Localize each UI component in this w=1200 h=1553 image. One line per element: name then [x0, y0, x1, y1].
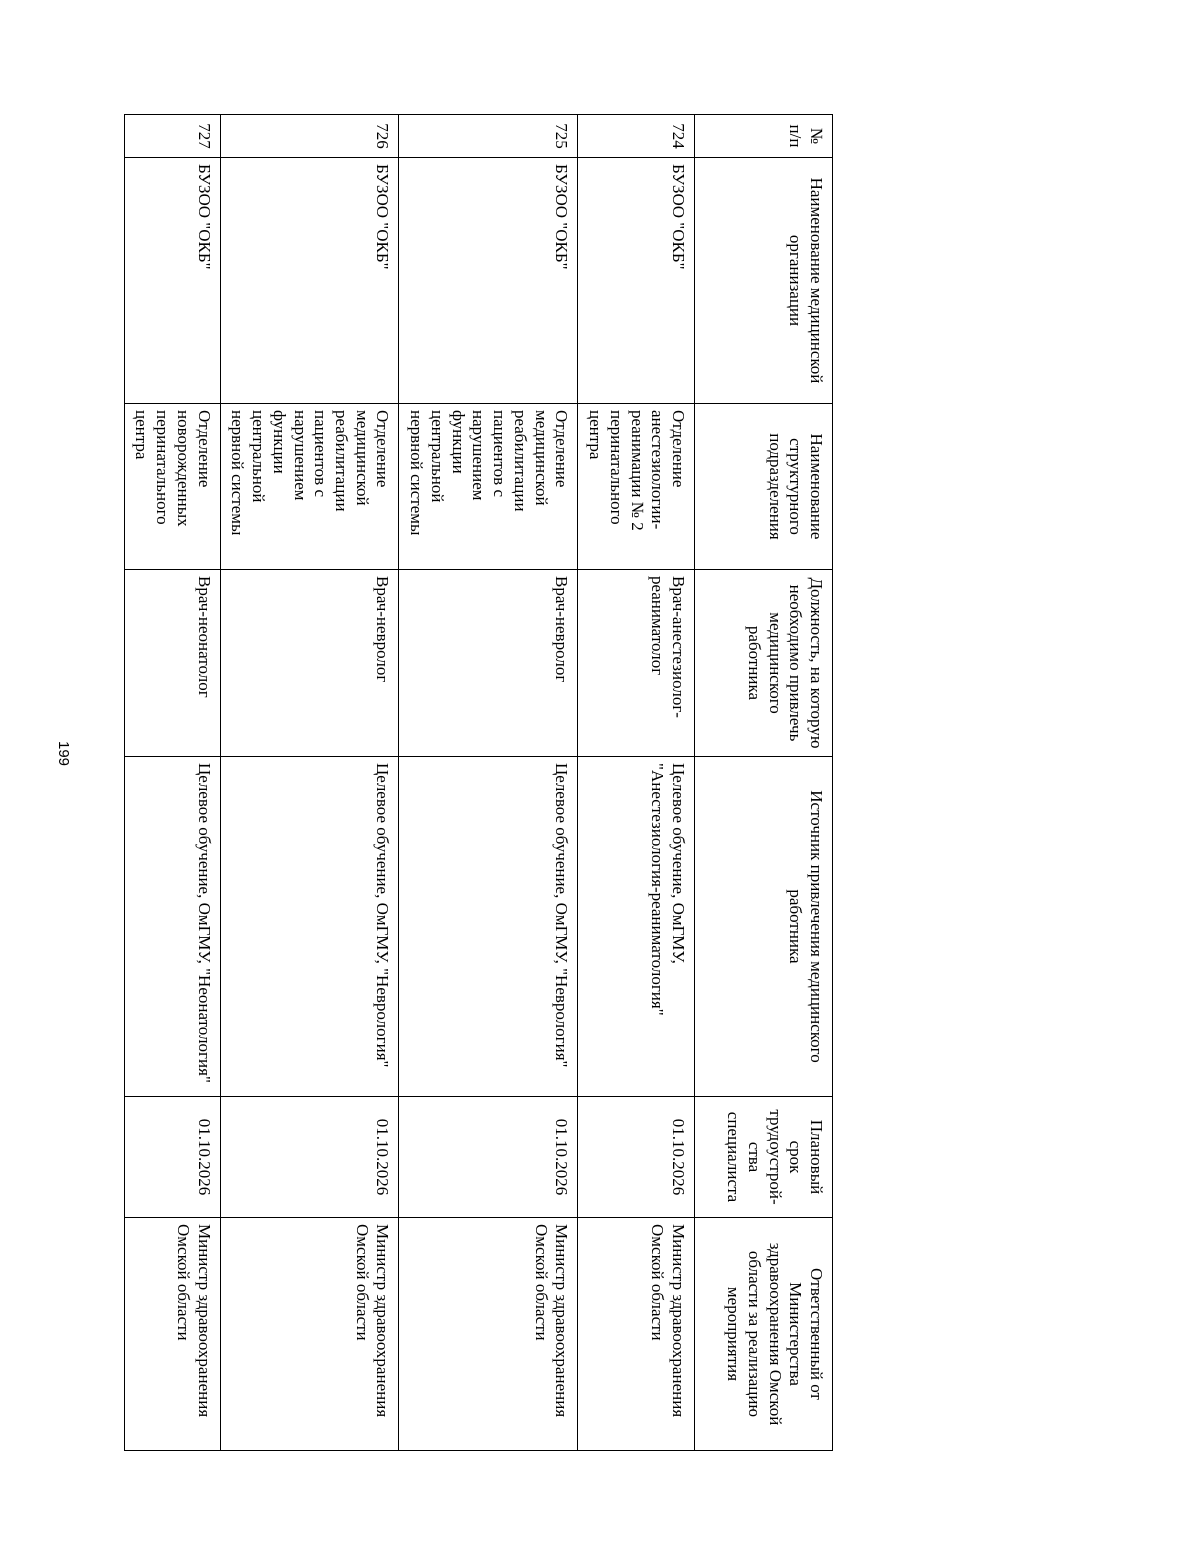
cell-department: Отделение новорожденных перинатального центра — [124, 404, 220, 570]
cell-department: Отделение медицинской реабилитации пациентов с нарушением функции центральной нервной системы — [220, 404, 399, 570]
cell-date: 01.10.2026 — [399, 1097, 578, 1218]
page-number — [52, 733, 76, 773]
header-organization: Наименование медицинской организации — [695, 158, 833, 404]
cell-num: 725 — [399, 115, 578, 158]
table-row — [578, 115, 695, 1451]
cell-date: 01.10.2026 — [124, 1097, 220, 1218]
cell-source: Целевое обучение, ОмГМУ, "Неврология" — [220, 757, 399, 1097]
cell-position: Врач-анестезиолог-реаниматолог — [578, 570, 695, 757]
cell-organization: БУЗОО "ОКБ" — [399, 158, 578, 404]
cell-date: 01.10.2026 — [220, 1097, 399, 1218]
cell-position: Врач-невролог — [220, 570, 399, 757]
cell-responsible: Министр здравоохранения Омской области — [220, 1218, 399, 1451]
cell-position: Врач-невролог — [399, 570, 578, 757]
cell-responsible: Министр здравоохранения Омской области — [399, 1218, 578, 1451]
cell-responsible: Министр здравоохранения Омской области — [124, 1218, 220, 1451]
header-source: Источник привлечения медицинского работника — [695, 757, 833, 1097]
cell-source: Целевое обучение, ОмГМУ, "Неврология" — [399, 757, 578, 1097]
table-row — [399, 115, 578, 1451]
cell-source: Целевое обучение, ОмГМУ, "Анестезиология-реаниматология" — [578, 757, 695, 1097]
cell-num: 726 — [220, 115, 399, 158]
cell-source: Целевое обучение, ОмГМУ, "Неонатология" — [124, 757, 220, 1097]
cell-responsible: Министр здравоохранения Омской области — [578, 1218, 695, 1451]
header-responsible: Ответственный от Министерства здравоохранения Омской области за реализацию мероприятия — [695, 1218, 833, 1451]
page-number-text: 199 — [55, 740, 73, 766]
header-date: Плановый срок трудоустрой-ства специалиста — [695, 1097, 833, 1218]
cell-department: Отделение анестезиологии-реанимации № 2 перинатального центра — [578, 404, 695, 570]
staffing-table — [124, 114, 833, 1451]
cell-num: 724 — [578, 115, 695, 158]
cell-position: Врач-неонатолог — [124, 570, 220, 757]
header-position: Должность, на которую необходимо привлечь медицинского работника — [695, 570, 833, 757]
table-row — [124, 115, 220, 1451]
cell-department: Отделение медицинской реабилитации пациентов с нарушением функции центральной нервной системы — [399, 404, 578, 570]
cell-organization: БУЗОО "ОКБ" — [220, 158, 399, 404]
cell-date: 01.10.2026 — [578, 1097, 695, 1218]
header-num: № п/п — [695, 115, 833, 158]
cell-organization: БУЗОО "ОКБ" — [124, 158, 220, 404]
table-row — [220, 115, 399, 1451]
cell-organization: БУЗОО "ОКБ" — [578, 158, 695, 404]
header-department: Наименование структурного подразделения — [695, 404, 833, 570]
table-header-row — [695, 115, 833, 1451]
cell-num: 727 — [124, 115, 220, 158]
